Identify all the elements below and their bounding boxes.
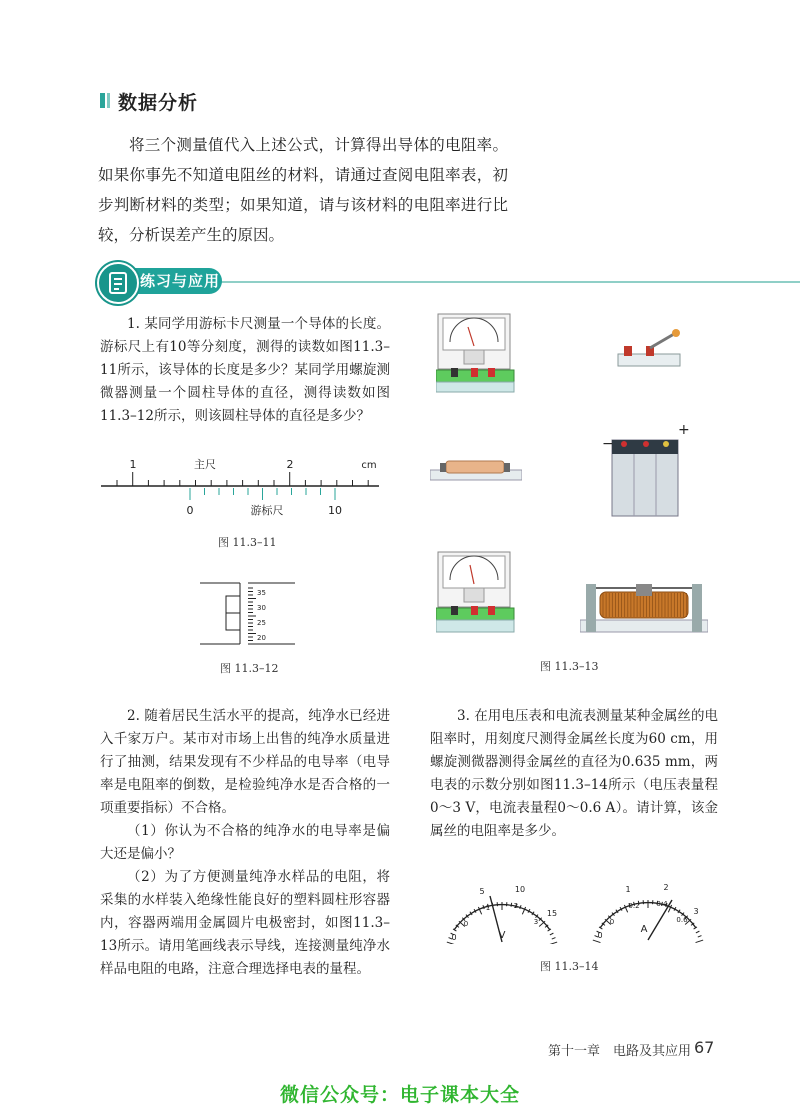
dial-tick bbox=[550, 942, 558, 944]
battery-terminal bbox=[643, 441, 649, 447]
dial-tick bbox=[696, 940, 704, 942]
minus-symbol: − bbox=[602, 436, 614, 452]
dial-tick bbox=[447, 942, 455, 944]
voltmeter-symbol: V bbox=[498, 930, 506, 941]
terminal-black bbox=[451, 368, 458, 377]
switch-terminal bbox=[624, 346, 632, 356]
terminal-red bbox=[471, 606, 478, 615]
dial-outer-label: 1 bbox=[625, 885, 631, 894]
watermark: 微信公众号：电子课本大全 bbox=[279, 1084, 520, 1106]
exercise-divider bbox=[150, 281, 800, 283]
chapter-footer: 第十一章 电路及其应用 bbox=[548, 1044, 692, 1059]
rheostat-end bbox=[586, 584, 596, 632]
question-1 bbox=[100, 313, 390, 428]
terminal-red bbox=[471, 368, 478, 377]
ammeter-symbol: A bbox=[640, 924, 648, 935]
rheostat-end bbox=[692, 584, 702, 632]
heading-marker bbox=[100, 93, 105, 108]
dial-outer-label: 0 bbox=[451, 933, 457, 942]
main-tick-label: 1 bbox=[129, 458, 137, 471]
intro-text: 将三个测量值代入上述公式，计算得出导体的电阻率。如果你事先不知道电阻丝的材料，请通过查阅电阻率表，初步判断材料的类型；如果知道，请与该材料的电阻率进行比较，分析误差产生的原因。 bbox=[98, 136, 508, 244]
meter-stand bbox=[436, 382, 514, 392]
meter-knob bbox=[464, 350, 484, 364]
dial-tick bbox=[539, 921, 545, 926]
figure-12-caption: 图 11.3–12 bbox=[220, 662, 279, 675]
dial-tick bbox=[552, 938, 556, 940]
question-1-text: 1. 某同学用游标卡尺测量一个导体的长度。游标尺上有10等分刻度，测得的读数如图11.3–11所示，该导体的长度是多少？某同学用螺旋测微器测量一个圆柱导体的直径，测得读数如图11.3–12所示，则该圆柱导体的直径是多少？ bbox=[100, 316, 390, 424]
switch-handle bbox=[672, 329, 680, 337]
voltmeter-apparatus bbox=[436, 312, 516, 397]
dial-tick bbox=[696, 931, 700, 933]
dial-inner-label: 0.6 bbox=[676, 916, 688, 924]
main-tick-label: 2 bbox=[286, 458, 294, 471]
vernier-caliper-figure bbox=[95, 452, 385, 524]
section-title: 数据分析 bbox=[118, 92, 199, 114]
terminal-red bbox=[488, 606, 495, 615]
dial-outer-label: 10 bbox=[514, 885, 526, 894]
battery-pack bbox=[602, 422, 690, 520]
plus-symbol: + bbox=[678, 422, 690, 438]
rheostat-base bbox=[580, 620, 708, 632]
question-2-stem: 2. 随着居民生活水平的提高，纯净水已经进入千家万户。某市对市场上出售的纯净水质量进行了抽测，结果发现有不少样品的电导率（电导率是电阻率的倒数，是检验纯净水是否合格的一项重要指标）不合格。 bbox=[100, 708, 390, 816]
rheostat-slider bbox=[636, 584, 652, 596]
rheostat bbox=[580, 580, 708, 640]
sample-electrode bbox=[504, 463, 510, 472]
figure-14-caption: 图 11.3–14 bbox=[540, 960, 599, 973]
thimble-scale-label: 25 bbox=[257, 619, 266, 627]
dial-inner-label: 0.2 bbox=[628, 902, 640, 910]
dial-outer-label: 15 bbox=[546, 909, 558, 918]
dial-tick bbox=[698, 936, 702, 938]
heading-marker-secondary bbox=[107, 93, 110, 108]
question-2-part-2: （2）为了方便测量纯净水样品的电阻，将采集的水样装入绝缘性能良好的塑料圆柱形容器内，容器两端用金属圆片电极密封，如图11.3–13所示。请用笔画线表示导线，连接测量纯净水样品电阻的电路，注意合理选择电表的量程。 bbox=[100, 869, 390, 977]
sample-tube bbox=[446, 461, 504, 473]
ammeter-dial bbox=[578, 878, 718, 944]
micrometer-thimble-ticks bbox=[248, 588, 256, 641]
question-3 bbox=[430, 705, 718, 843]
water-sample-container bbox=[430, 458, 522, 482]
dial-inner-label: 2 bbox=[513, 902, 519, 910]
dial-inner-label: 0 bbox=[609, 918, 615, 926]
vernier-scale-label: 游标尺 bbox=[250, 504, 284, 517]
question-3-text: 3. 在用电压表和电流表测量某种金属丝的电阻率时，用刻度尺测得金属丝长度为60 cm，用螺旋测微器测得金属丝的直径为0.635 mm，两电表的示数分别如图11.3–14所示（电压表量程0～3 V，电流表量程0～0.6 A）。请计算，该金属丝的电阻率是多少。 bbox=[430, 708, 718, 839]
terminal-red bbox=[488, 368, 495, 377]
main-scale-label: 主尺 bbox=[194, 458, 216, 471]
dial-outer-label: 5 bbox=[479, 887, 485, 896]
figure-13-caption: 图 11.3–13 bbox=[540, 660, 599, 673]
dial-tick bbox=[483, 905, 484, 909]
dial-outer-label: 3 bbox=[693, 907, 699, 916]
dial-inner-label: 1 bbox=[485, 904, 491, 912]
vernier-tick-label: 10 bbox=[328, 504, 342, 517]
battery-terminal bbox=[621, 441, 627, 447]
thimble-scale-label: 20 bbox=[257, 634, 266, 642]
dial-inner-label: 3 bbox=[533, 918, 539, 926]
dial-tick bbox=[520, 905, 521, 909]
dial-inner-label: 0 bbox=[463, 920, 469, 928]
dial-outer-label: 0 bbox=[597, 931, 603, 940]
unit-label: cm bbox=[361, 460, 377, 471]
meter-knob bbox=[464, 588, 484, 602]
dial-tick bbox=[550, 933, 554, 935]
meter-stand bbox=[436, 620, 514, 632]
exercise-title: 练习与应用 bbox=[140, 272, 221, 290]
micrometer-figure bbox=[200, 578, 295, 650]
battery-terminal bbox=[663, 441, 669, 447]
question-2 bbox=[100, 705, 390, 981]
main-scale-ticks bbox=[117, 472, 368, 486]
thimble-scale-label: 35 bbox=[257, 589, 266, 597]
exercise-icon bbox=[97, 262, 139, 304]
dial-outer-label: 2 bbox=[663, 883, 669, 892]
dial-inner-label: 0.4 bbox=[656, 900, 668, 908]
vernier-tick-label: 0 bbox=[186, 504, 194, 517]
dial-tick bbox=[511, 903, 512, 907]
page-number: 67 bbox=[694, 1038, 715, 1057]
terminal-black bbox=[451, 606, 458, 615]
sample-electrode bbox=[440, 463, 446, 472]
vernier-scale-ticks bbox=[190, 488, 335, 500]
voltmeter-dial bbox=[432, 882, 572, 944]
intro-paragraph bbox=[98, 130, 508, 250]
dial-tick bbox=[593, 940, 601, 942]
exercise-book-icon bbox=[99, 264, 137, 302]
thimble-scale-label: 30 bbox=[257, 604, 266, 612]
switch-blade bbox=[650, 334, 674, 348]
figure-11-caption: 图 11.3–11 bbox=[218, 536, 277, 549]
question-2-part-1: （1）你认为不合格的纯净水的电导率是偏大还是偏小？ bbox=[100, 823, 390, 862]
knife-switch bbox=[616, 328, 684, 370]
ammeter-apparatus bbox=[436, 550, 516, 638]
